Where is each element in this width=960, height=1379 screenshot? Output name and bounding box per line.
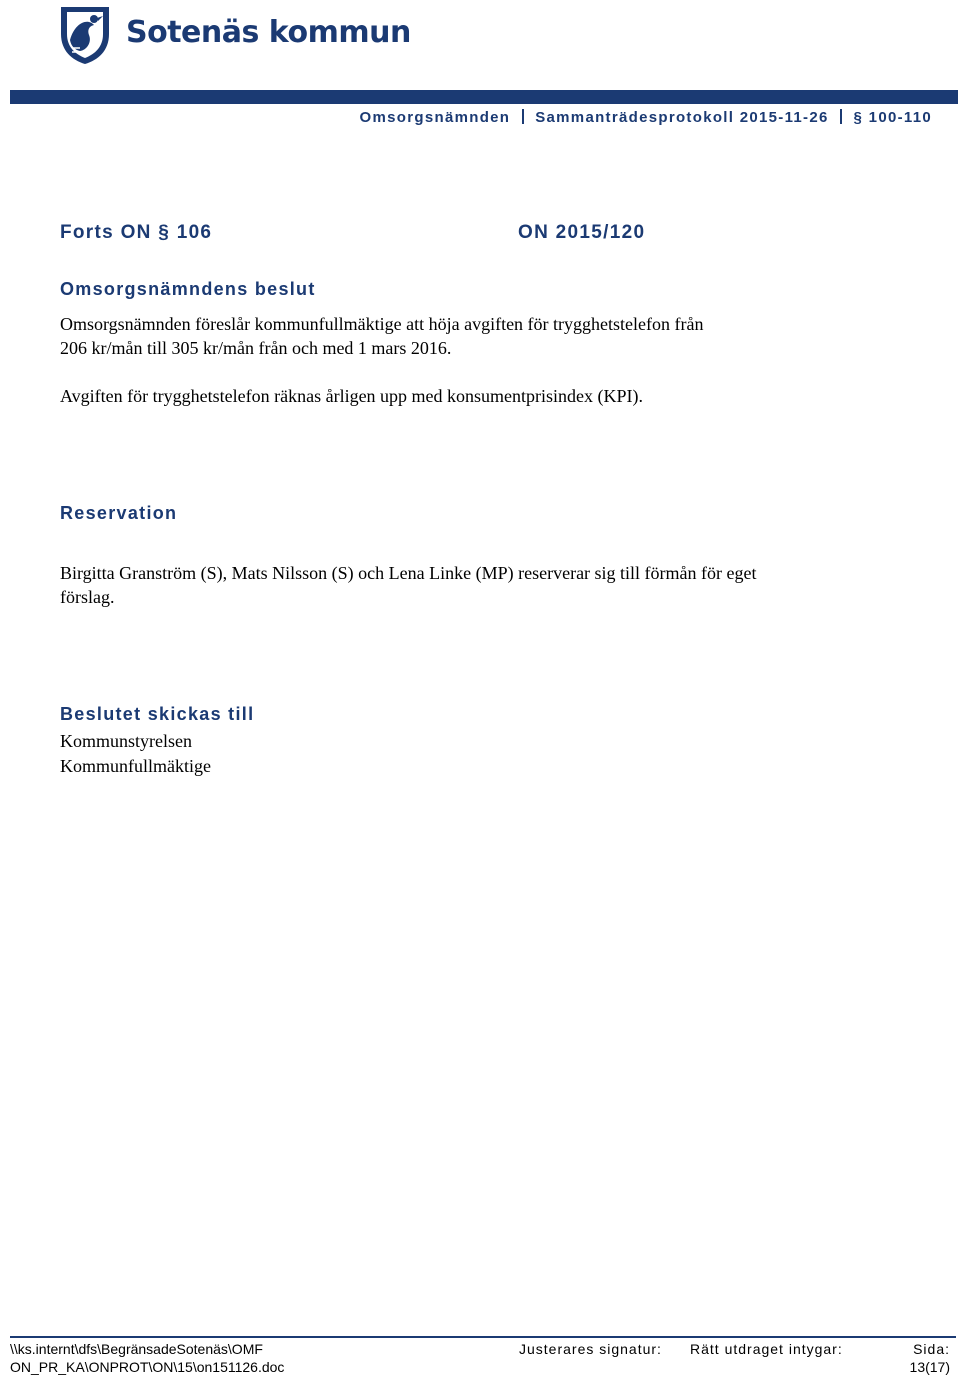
- footer-page-number: 13(17): [909, 1359, 950, 1375]
- header-paragraph-range: 100-110: [868, 109, 932, 126]
- diary-number: ON 2015/120: [518, 222, 646, 243]
- header-date: 2015-11-26: [739, 109, 829, 126]
- sotenas-logo: [58, 4, 411, 66]
- reservation-line: förslag.: [60, 587, 115, 607]
- header-section-symbol: §: [853, 109, 864, 126]
- sent-to-heading: Beslutet skickas till: [60, 704, 255, 724]
- paragraph-label: Forts ON § 106: [60, 222, 213, 243]
- decision-line: 206 kr/mån till 305 kr/mån från och med 1 mars 2016.: [60, 338, 452, 358]
- header-organ: Omsorgsnämnden: [359, 109, 511, 126]
- footer-path-line: \\ks.internt\dfs\BegränsadeSotenäs\OMF: [10, 1341, 263, 1357]
- decision-heading: Omsorgsnämndens beslut: [60, 279, 316, 299]
- decision-line: Omsorgsnämnden föreslår kommunfullmäktige att höja avgiften för trygghetstelefon från: [60, 314, 704, 334]
- recipient: Kommunstyrelsen: [60, 731, 192, 751]
- reservation-line: Birgitta Granström (S), Mats Nilsson (S) och Lena Linke (MP) reserverar sig till förmån för eget: [60, 563, 757, 583]
- footer-divider: [10, 1336, 956, 1338]
- footer-page-label: Sida:: [913, 1341, 950, 1357]
- header-separator: [522, 109, 524, 124]
- footer-certified-label: Rätt utdraget intygar:: [690, 1341, 843, 1357]
- header-doc-type: Sammanträdesprotokoll: [535, 109, 735, 126]
- header-bar: [10, 90, 958, 104]
- coat-of-arms-icon: [58, 4, 112, 66]
- decision-line: Avgiften för trygghetstelefon räknas årligen upp med konsumentprisindex (KPI).: [60, 386, 644, 406]
- brand-name: Sotenäs kommun: [126, 14, 411, 50]
- paragraph-title: [60, 222, 646, 244]
- reservation-heading: Reservation: [60, 503, 178, 523]
- footer-signature-label: Justerares signatur:: [519, 1341, 662, 1357]
- footer-path-line: ON_PR_KA\ONPROT\ON\15\on151126.doc: [10, 1359, 285, 1375]
- header-separator: [840, 109, 842, 124]
- recipient: Kommunfullmäktige: [60, 756, 211, 776]
- running-header: [360, 109, 932, 126]
